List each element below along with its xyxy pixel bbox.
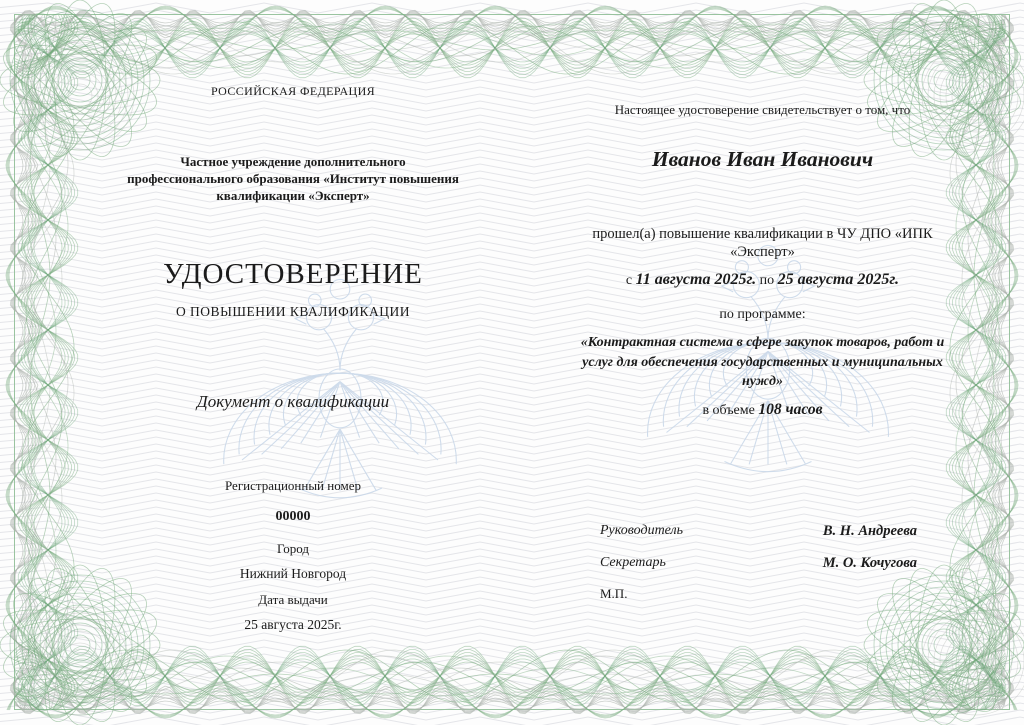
certificate-title: УДОСТОВЕРЕНИЕ [163,258,423,290]
signature-row-director [560,523,965,540]
period-connector: по [759,273,775,288]
program-title-line: услуг для обеспечения государственных и муниципальных [582,354,943,370]
institution-name [88,153,498,204]
signature-role: Руководитель [600,523,684,538]
program-title-line: нужд» [742,374,783,389]
certificate-right-page [560,0,965,725]
holder-name: Иванов Иван Иванович [651,147,874,171]
registration-number-value: 00000 [275,509,311,524]
program-label: по программе: [719,307,806,322]
document-kind-label: Документ о квалификации [196,392,390,411]
volume-prefix: в объеме [702,403,755,418]
program-title-line: «Контрактная система в сфере закупок товаров, работ и [580,335,945,350]
completion-line: прошел(а) повышение квалификации в ЧУ ДПО «ИПК [592,226,933,242]
volume-hours: 108 часов [758,401,823,418]
signature-name: В. Н. Андреева [822,523,917,539]
period-start-date: 11 августа 2025г. [635,271,757,288]
certificate-subtitle: О ПОВЫШЕНИИ КВАЛИФИКАЦИИ [175,304,411,319]
institution-line: профессионального образования «Институт повышения [127,171,459,186]
institution-line: квалификации «Эксперт» [216,188,370,203]
statement-text: Настоящее удостоверение свидетельствует о том, что [614,102,911,117]
signature-row-secretary [560,555,965,572]
registration-number-label: Регистрационный номер [225,478,361,493]
period-prefix: с [625,273,633,288]
issue-date-label: Дата выдачи [258,592,328,607]
issue-date-value: 25 августа 2025г. [244,617,342,632]
program-volume [560,400,965,420]
city-label: Город [276,541,310,556]
completion-line: «Эксперт» [730,244,795,260]
training-period [560,270,965,290]
country-title: РОССИЙСКАЯ ФЕДЕРАЦИЯ [210,84,376,98]
signature-name: М. О. Кочугова [822,555,917,571]
completion-text [560,225,965,261]
signature-role: Секретарь [600,555,666,570]
city-value: Нижний Новгород [239,566,347,581]
certificate-left-page [88,0,498,725]
stamp-place-mark: М.П. [600,586,628,601]
program-title [560,333,965,392]
institution-line: Частное учреждение дополнительного [180,154,406,169]
period-end-date: 25 августа 2025г. [777,271,900,288]
